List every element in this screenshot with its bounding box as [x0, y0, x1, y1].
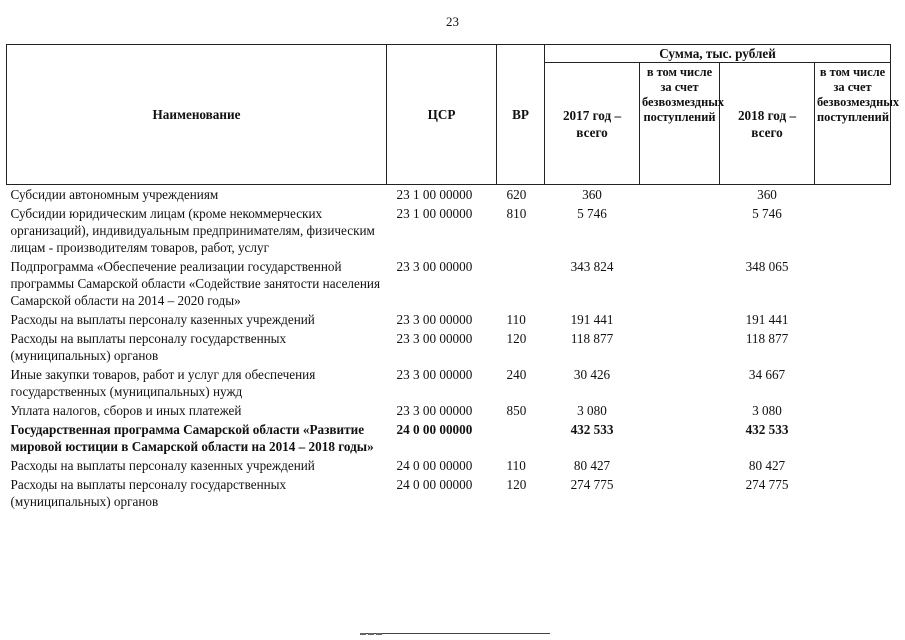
row-2017-total: 80 427 [573, 458, 611, 473]
page-number: 23 [446, 14, 459, 29]
row-vr [497, 258, 545, 311]
row-name: Субсидии автономным учреждениям [7, 185, 387, 206]
row-csr: 23 1 00 00000 [387, 185, 497, 206]
row-csr: 24 0 00 00000 [396, 477, 473, 492]
row-2018-total: 348 065 [745, 259, 789, 274]
budget-table [6, 44, 900, 512]
row-name: Расходы на выплаты персоналу государственных (муниципальных) органов [10, 331, 287, 363]
row-2017-free [640, 311, 720, 330]
row-vr [497, 421, 545, 457]
table-row [7, 311, 891, 330]
row-2018-total: 274 775 [745, 477, 789, 492]
row-csr: 23 3 00 00000 [396, 403, 473, 418]
row-vr: 120 [506, 477, 527, 492]
row-2017-total: 30 426 [573, 367, 611, 382]
row-vr: 850 [506, 403, 527, 418]
table-body [7, 185, 891, 513]
footer-dash [360, 633, 382, 635]
row-name: Расходы на выплаты персоналу казенных учреждений [10, 312, 315, 327]
row-2018-free [815, 258, 891, 311]
row-2017-free [640, 421, 720, 457]
row-csr: 23 1 00 00000 [396, 206, 473, 221]
header-2018-free: в том числе за счет безвозмездных поступлений [815, 63, 891, 185]
row-2017-total: 5 746 [577, 206, 607, 221]
row-2017-total: 191 441 [570, 312, 614, 327]
row-name: Подпрограмма «Обеспечение реализации государственной программы Самарской области «Содействие занятости населения Самарской области на 2014 – 2020 годы» [10, 259, 381, 308]
row-2017-free [640, 185, 720, 206]
table-row [7, 258, 891, 311]
table-row [7, 205, 891, 258]
row-2018-total: 432 533 [745, 422, 789, 437]
table-row [7, 476, 891, 512]
row-vr: 120 [506, 331, 527, 346]
table-row [7, 330, 891, 366]
row-2018-total: 80 427 [748, 458, 786, 473]
table-row [7, 185, 891, 206]
row-2018-free [815, 457, 891, 476]
row-vr: 240 [506, 367, 527, 382]
row-2018-free [815, 205, 891, 258]
footer-rule [360, 633, 550, 634]
row-2017-free [640, 258, 720, 311]
row-csr: 24 0 00 00000 [396, 422, 473, 437]
row-2017-free [640, 366, 720, 402]
row-2017-total: 118 877 [570, 331, 614, 346]
row-2018-total: 3 080 [752, 403, 782, 418]
row-2017-free [640, 402, 720, 421]
row-2017-free [640, 457, 720, 476]
row-2017-total: 3 080 [577, 403, 607, 418]
row-csr: 23 3 00 00000 [396, 331, 473, 346]
table-row [7, 366, 891, 402]
row-csr: 23 3 00 00000 [396, 312, 473, 327]
row-2018-free [815, 402, 891, 421]
row-2018-total: 360 [720, 185, 815, 206]
row-name: Расходы на выплаты персоналу казенных учреждений [10, 458, 315, 473]
row-vr: 110 [506, 458, 526, 473]
header-2018-total: 2018 год – всего [720, 63, 815, 185]
row-2017-free [640, 476, 720, 512]
row-vr: 620 [497, 185, 545, 206]
row-2017-total: 343 824 [570, 259, 614, 274]
row-2017-total: 432 533 [570, 422, 614, 437]
row-csr: 23 3 00 00000 [396, 259, 473, 274]
header-2017-free: в том числе за счет безвозмездных поступлений [640, 63, 720, 185]
header-2017-total: 2017 год – всего [545, 63, 640, 185]
row-2018-total: 191 441 [745, 312, 789, 327]
header-vr: ВР [497, 45, 545, 185]
row-csr: 24 0 00 00000 [396, 458, 473, 473]
row-2018-total: 34 667 [748, 367, 786, 382]
row-vr: 810 [506, 206, 527, 221]
row-2017-free [640, 330, 720, 366]
row-name: Государственная программа Самарской области «Развитие мировой юстиции в Самарской области на 2014 – 2018 годы» [10, 422, 374, 454]
table-header [7, 45, 900, 185]
table-row [7, 457, 891, 476]
row-2018-total: 118 877 [745, 331, 789, 346]
row-name: Уплата налогов, сборов и иных платежей [10, 403, 242, 418]
row-2018-free [815, 330, 891, 366]
row-2018-free [815, 311, 891, 330]
row-vr: 110 [506, 312, 526, 327]
table-row [7, 402, 891, 421]
row-2018-free [815, 476, 891, 512]
row-2018-free [815, 185, 891, 206]
row-2017-total: 274 775 [570, 477, 614, 492]
table-row [7, 421, 891, 457]
row-name: Субсидии юридическим лицам (кроме некоммерческих организаций), индивидуальным предпринимателям, физическим лицам - производителям товаров, работ, услуг [10, 206, 375, 255]
row-name: Иные закупки товаров, работ и услуг для обеспечения государственных (муниципальных) нужд [10, 367, 316, 399]
row-name: Расходы на выплаты персоналу государственных (муниципальных) органов [10, 477, 287, 509]
header-sum-group: Сумма, тыс. рублей [545, 45, 891, 63]
row-2018-free [815, 421, 891, 457]
row-2018-total: 5 746 [752, 206, 782, 221]
row-2017-total: 360 [545, 185, 640, 206]
row-2018-free [815, 366, 891, 402]
row-csr: 23 3 00 00000 [396, 367, 473, 382]
header-name: Наименование [7, 45, 387, 185]
row-2017-free [640, 205, 720, 258]
header-csr: ЦСР [387, 45, 497, 185]
